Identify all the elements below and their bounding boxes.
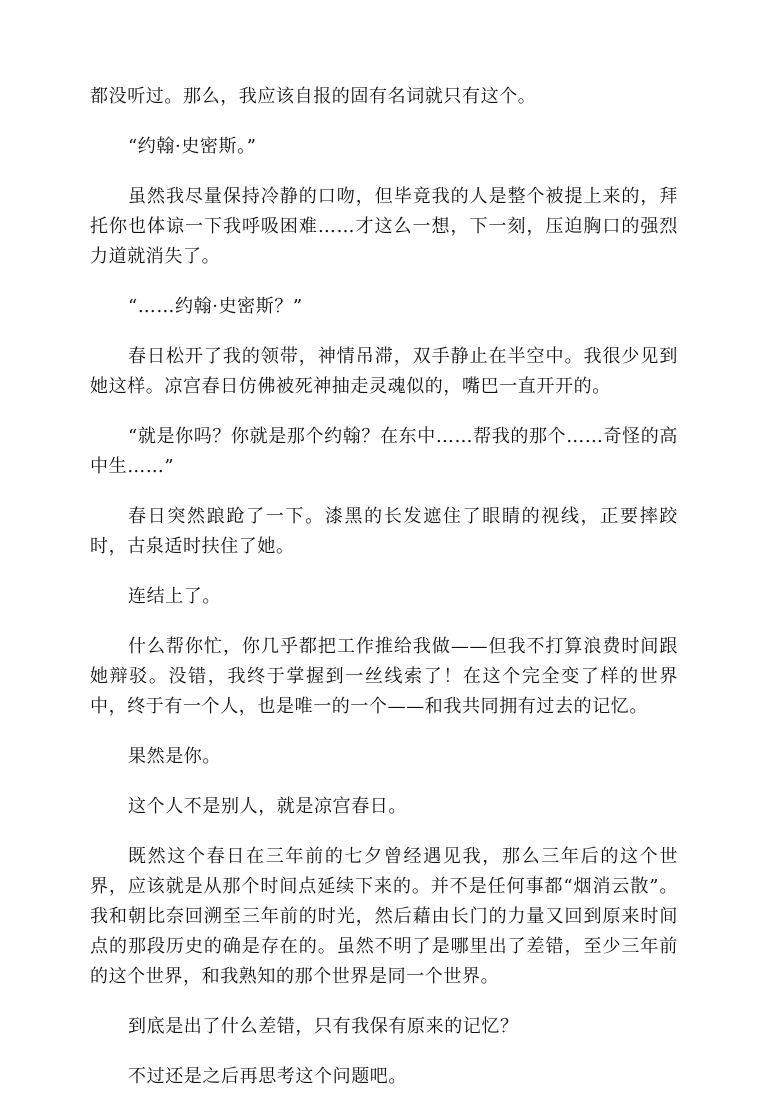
paragraph-6: “就是你吗？你就是那个约翰？在东中……帮我的那个……奇怪的高中生……”: [90, 426, 678, 477]
paragraph-11: 这个人不是别人，就是凉宫春日。: [128, 796, 407, 817]
paragraph-8: 连结上了。: [128, 586, 221, 607]
paragraph-10: 果然是你。: [128, 746, 221, 767]
paragraph-14: 不过还是之后再思考这个问题吧。: [128, 1066, 407, 1087]
paragraph-3: 虽然我尽量保持冷静的口吻，但毕竟我的人是整个被提上来的，拜托你也体谅一下我呼吸困难……才这么一想，下一刻，压迫胸口的强烈力道就消失了。: [90, 186, 678, 267]
body-text: [90, 82, 678, 1112]
paragraph-2: “约翰·史密斯。”: [128, 136, 257, 157]
paragraph-13: 到底是出了什么差错，只有我保有原来的记忆？: [128, 1016, 519, 1037]
paragraph-12: 既然这个春日在三年前的七夕曾经遇见我，那么三年后的这个世界，应该就是从那个时间点延续下来的。并不是任何事都“烟消云散”。我和朝比奈回溯至三年前的时光，然后藉由长门的力量又回到原来时间点的那段历史的确是存在的。虽然不明了是哪里出了差错，至少三年前的这个世界，和我熟知的那个世界是同一个世界。: [90, 846, 678, 987]
paragraph-1: 都没听过。那么，我应该自报的固有名词就只有这个。: [90, 86, 537, 107]
paragraph-4: “……约翰·史密斯？”: [128, 296, 303, 317]
paragraph-5: 春日松开了我的领带，神情吊滞，双手静止在半空中。我很少见到她这样。凉宫春日仿佛被死神抽走灵魂似的，嘴巴一直开开的。: [90, 346, 678, 397]
paragraph-9: 什么帮你忙，你几乎都把工作推给我做——但我不打算浪费时间跟她辩驳。没错，我终于掌握到一丝线索了！在这个完全变了样的世界中，终于有一个人，也是唯一的一个——和我共同拥有过去的记忆。: [90, 636, 678, 717]
paragraph-7: 春日突然踉跄了一下。漆黑的长发遮住了眼睛的视线，正要摔跤时，古泉适时扶住了她。: [90, 506, 678, 557]
